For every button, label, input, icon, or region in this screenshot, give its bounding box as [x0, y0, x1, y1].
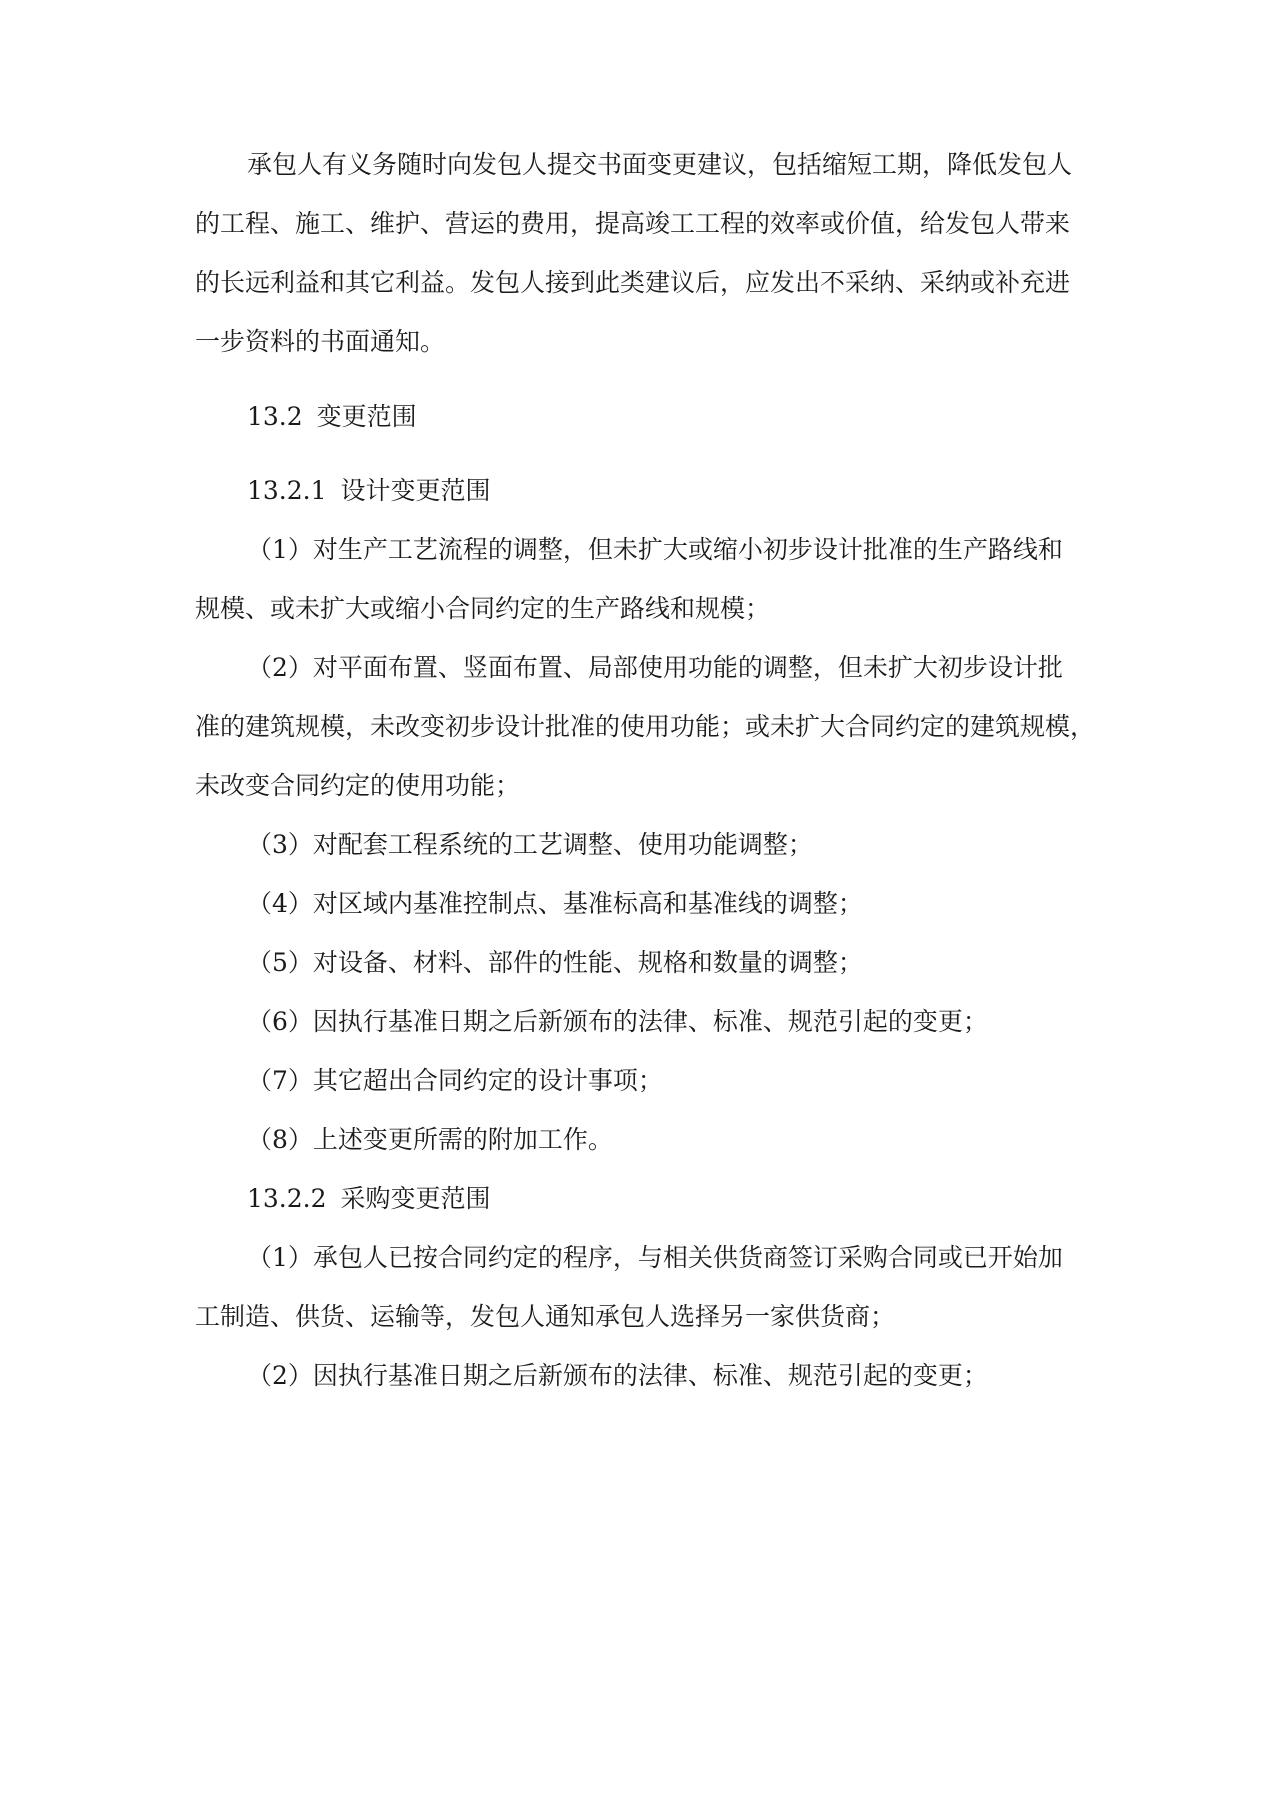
- procurement-item-1: [247, 1241, 1147, 1275]
- section-number: 13.2.1: [247, 476, 327, 505]
- item-text: 对配套工程系统的工艺调整、使用功能调整；: [312, 830, 813, 859]
- section-13-2-1-heading: [247, 474, 1147, 508]
- item-number: （4）: [247, 889, 313, 918]
- item-number: （1）: [247, 1243, 313, 1272]
- item-text: 对生产工艺流程的调整，但未扩大或缩小初步设计批准的生产路线和: [312, 535, 1063, 564]
- design-item-6: [247, 1005, 1147, 1039]
- item-text: 对设备、材料、部件的性能、规格和数量的调整；: [312, 948, 863, 977]
- item-number: （6）: [247, 1007, 313, 1036]
- design-item-8: [247, 1123, 1147, 1157]
- procurement-item-1-cont: 工制造、供货、运输等，发包人通知承包人选择另一家供货商；: [195, 1302, 896, 1331]
- intro-line-2: 的工程、施工、维护、营运的费用，提高竣工工程的效率或价值，给发包人带来: [195, 209, 1071, 238]
- item-number: （8）: [247, 1125, 313, 1154]
- section-13-2-heading: [247, 400, 1147, 434]
- item-text: 对区域内基准控制点、基准标高和基准线的调整；: [312, 889, 863, 918]
- design-item-4: [247, 887, 1147, 921]
- item-number: （2）: [247, 1361, 313, 1390]
- design-item-7: [247, 1064, 1147, 1098]
- item-text: 因执行基准日期之后新颁布的法律、标准、规范引起的变更；: [312, 1007, 988, 1036]
- section-number: 13.2.2: [247, 1184, 327, 1213]
- item-number: （2）: [247, 653, 313, 682]
- intro-line-3: 的长远利益和其它利益。发包人接到此类建议后，应发出不采纳、采纳或补充进: [195, 268, 1071, 297]
- item-text: 上述变更所需的附加工作。: [312, 1125, 613, 1154]
- design-item-2: [247, 651, 1147, 685]
- intro-line-1: 承包人有义务随时向发包人提交书面变更建议，包括缩短工期，降低发包人: [247, 150, 1073, 179]
- section-13-2-2-heading: [247, 1182, 1147, 1216]
- procurement-item-2: [247, 1359, 1147, 1393]
- intro-line-4: 一步资料的书面通知。: [195, 327, 446, 356]
- item-text: 因执行基准日期之后新颁布的法律、标准、规范引起的变更；: [312, 1361, 988, 1390]
- design-item-1-cont: 规模、或未扩大或缩小合同约定的生产路线和规模；: [195, 594, 771, 623]
- design-item-5: [247, 946, 1147, 980]
- section-title: 设计变更范围: [340, 476, 491, 505]
- section-title: 采购变更范围: [340, 1184, 491, 1213]
- item-number: （3）: [247, 830, 313, 859]
- item-number: （1）: [247, 535, 313, 564]
- item-number: （5）: [247, 948, 313, 977]
- section-number: 13.2: [247, 402, 303, 431]
- design-item-2-cont-2: 未改变合同约定的使用功能；: [195, 771, 521, 800]
- section-title: 变更范围: [316, 402, 417, 431]
- item-number: （7）: [247, 1066, 313, 1095]
- item-text: 对平面布置、竖面布置、局部使用功能的调整，但未扩大初步设计批: [312, 653, 1063, 682]
- item-text: 其它超出合同约定的设计事项；: [312, 1066, 663, 1095]
- design-item-1: [247, 533, 1147, 567]
- design-item-2-cont-1: 准的建筑规模，未改变初步设计批准的使用功能；或未扩大合同约定的建筑规模，: [195, 712, 1095, 741]
- design-item-3: [247, 828, 1147, 862]
- item-text: 承包人已按合同约定的程序，与相关供货商签订采购合同或已开始加: [312, 1243, 1063, 1272]
